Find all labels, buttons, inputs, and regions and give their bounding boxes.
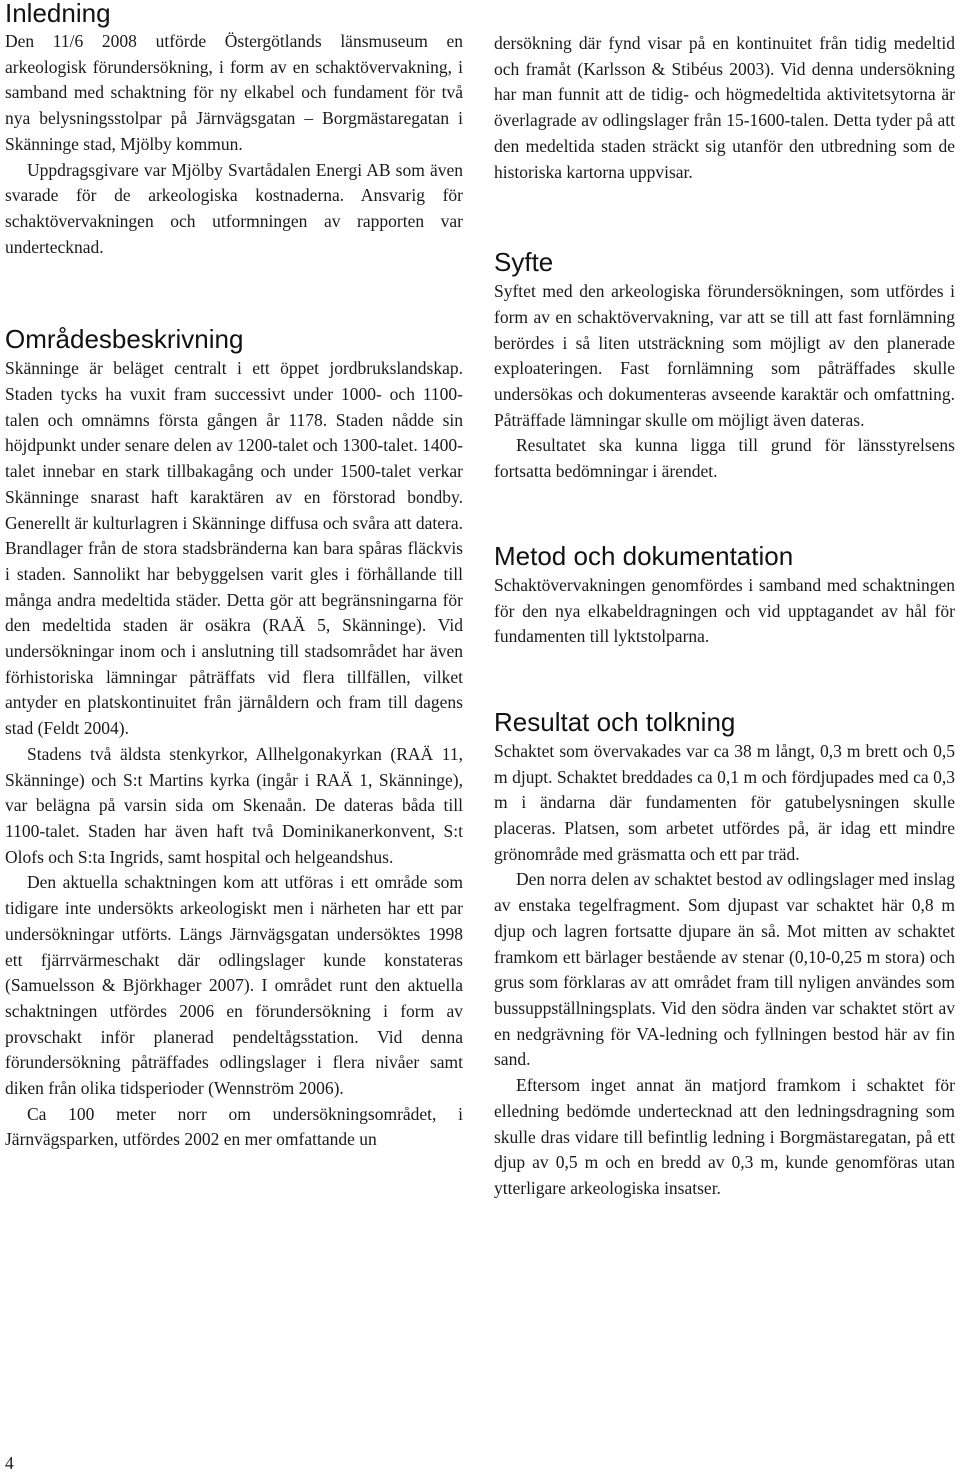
heading-resultat: Resultat och tolkning <box>494 706 736 737</box>
paragraph-omrade-2: Stadens två äldsta stenkyrkor, Allhelgonakyrkan (RAÄ 11, Skänninge) och S:t Martins kyrka (ingår i RAÄ 1, Skänninge), var belägna på varsin sida om Skenaån. De dateras båda till 1100-talet. Staden har även haft två Dominikanerkonvent, S:t Olofs och S:ta Ingrids, samt hospital och helgeandshus. <box>5 743 463 867</box>
paragraph-resultat-3: Eftersom inget annat än matjord framkom i schaktet för elledning bedömde undertecknad att den ledningsdragning som skulle dras vidare till befintlig ledning i Borgmästaregatan, på ett djup av 0,5 m och en bredd av 0,3 m, kunde genomföras utan ytterligare arkeologiska insatser. <box>494 1075 955 1198</box>
paragraph-syfte-2: Resultatet ska kunna ligga till grund för länsstyrelsens fortsatta bedömningar i ärendet. <box>494 435 955 482</box>
paragraph-resultat-1: Schaktet som övervakades var ca 38 m långt, 0,3 m brett och 0,5 m djupt. Schaktet breddades ca 0,1 m och fördjupades med ca 0,3 m i ändarna där fundamenten för gatubelysningen skulle placeras. Platsen, som arbetet utfördes på, är idag ett mindre grönområde med gräsmatta och ett par träd. <box>494 740 955 864</box>
paragraph-resultat-2: Den norra delen av schaktet bestod av odlingslager med inslag av enstaka tegelfragment. Som djupast var schaktet här 0,8 m djup och lagren fortsatte djupare än så. Mot mitten av schaktet framkom ett bärlager bestående av stenar (0,10-0,25 m stora) och grus som förklaras av att området fram till nyligen användes som bussuppställningsplats. Vid den södra änden var schaktet stört av en nedgrävning för VA-ledning och fyllningen bestod här av fin sand. <box>494 869 955 1070</box>
left-column <box>5 0 463 1153</box>
paragraph-inledning-2: Uppdragsgivare var Mjölby Svartådalen Energi AB som även svarade för de arkeologiska kostnaderna. Ansvarig för schaktövervakningen och utformningen av rapporten var undertecknad. <box>5 159 463 257</box>
paragraph-continuation: dersökning där fynd visar på en kontinuitet från tidig medeltid och framåt (Karlsson & Stibéus 2003). Vid denna undersökning har man funnit att de tidig- och högmedeltida aktivitetsytorna är överlagrade av odlingslager från 15-1600-talen. Detta tyder på att den medeltida staden sträckt sig utanför den utbredning som de historiska kartorna uppvisar. <box>494 33 955 182</box>
heading-omradesbeskrivning: Områdesbeskrivning <box>5 324 244 355</box>
paragraph-inledning-1: Den 11/6 2008 utförde Östergötlands länsmuseum en arkeologisk förundersökning, i form av en schaktövervakning, i samband med schaktning för ny elkabel och fundament för två nya belysningsstolpar på Järnvägsgatan – Borgmästaregatan i Skänninge stad, Mjölby kommun. <box>5 31 463 154</box>
paragraph-omrade-3: Den aktuella schaktningen kom att utföras i ett område som tidigare inte undersökts arkeologiskt men i närheten har ett par undersökningar utförts. Längs Järnvägsgatan undersöktes 1998 ett fjärrvärmeschakt där odlingslager kunde konstateras (Samuelsson & Björkhager 2007). I området runt den aktuella schaktningen utfördes 2006 en förundersökning i form av provschakt inför planerad pendeltågsstation. Vid denna förundersökning påträffades odlingslager i flera nivåer samt diken från olika tidsperioder (Wennström 2006). <box>5 872 463 1099</box>
paragraph-omrade-4: Ca 100 meter norr om undersökningsområdet, i Järnvägsparken, utfördes 2002 en mer omfattande un <box>5 1103 463 1150</box>
heading-inledning: Inledning <box>5 0 111 28</box>
paragraph-omrade-1: Skänninge är beläget centralt i ett öppet jordbrukslandskap. Staden tycks ha vuxit fram successivt under 1000- och 1100-talen och omnämns första gången år 1178. Staden nådde sin höjdpunkt under senare delen av 1200-talet och 1300-talet. 1400-talet innebar en stark tillbakagång och under 1500-talet verkar Skänninge snarast haft karaktären av en förstorad bondby. Generellt är kulturlagren i Skänninge diffusa och svåra att datera. Brandlager från de stora stadsbränderna kan bara spåras fläckvis i staden. Sannolikt har bebyggelsen varit gles i förhållande till många andra medeltida städer. Detta gör att begränsningarna för den medeltida staden är osäkra (RAÄ 5, Skänninge). Vid undersökningar inom och i anslutning till stadsområdet har även förhistoriska lämningar påträffats vid flera tillfällen, vilket antyder en platskontinuitet från järnåldern och fram till dagens stad (Feldt 2004). <box>5 358 463 739</box>
paragraph-metod-1: Schaktövervakningen genomfördes i samband med schaktningen för den nya elkabeldragningen och vid upptagandet av hål för fundamenten till lyktstolparna. <box>494 574 955 647</box>
right-column <box>494 0 955 1202</box>
heading-metod: Metod och dokumentation <box>494 540 794 571</box>
page-number: 4 <box>5 1453 14 1473</box>
heading-syfte: Syfte <box>494 247 554 278</box>
paragraph-syfte-1: Syftet med den arkeologiska förundersökningen, som utfördes i form av en schaktövervakning, var att se till att fast fornlämning berördes i så liten utsträckning som möjligt av den planerade exploateringen. Fast fornlämning som påträffades skulle undersökas och dokumenteras avseende karaktär och omfattning. Påträffade lämningar skulle om möjligt även dateras. <box>494 281 955 430</box>
